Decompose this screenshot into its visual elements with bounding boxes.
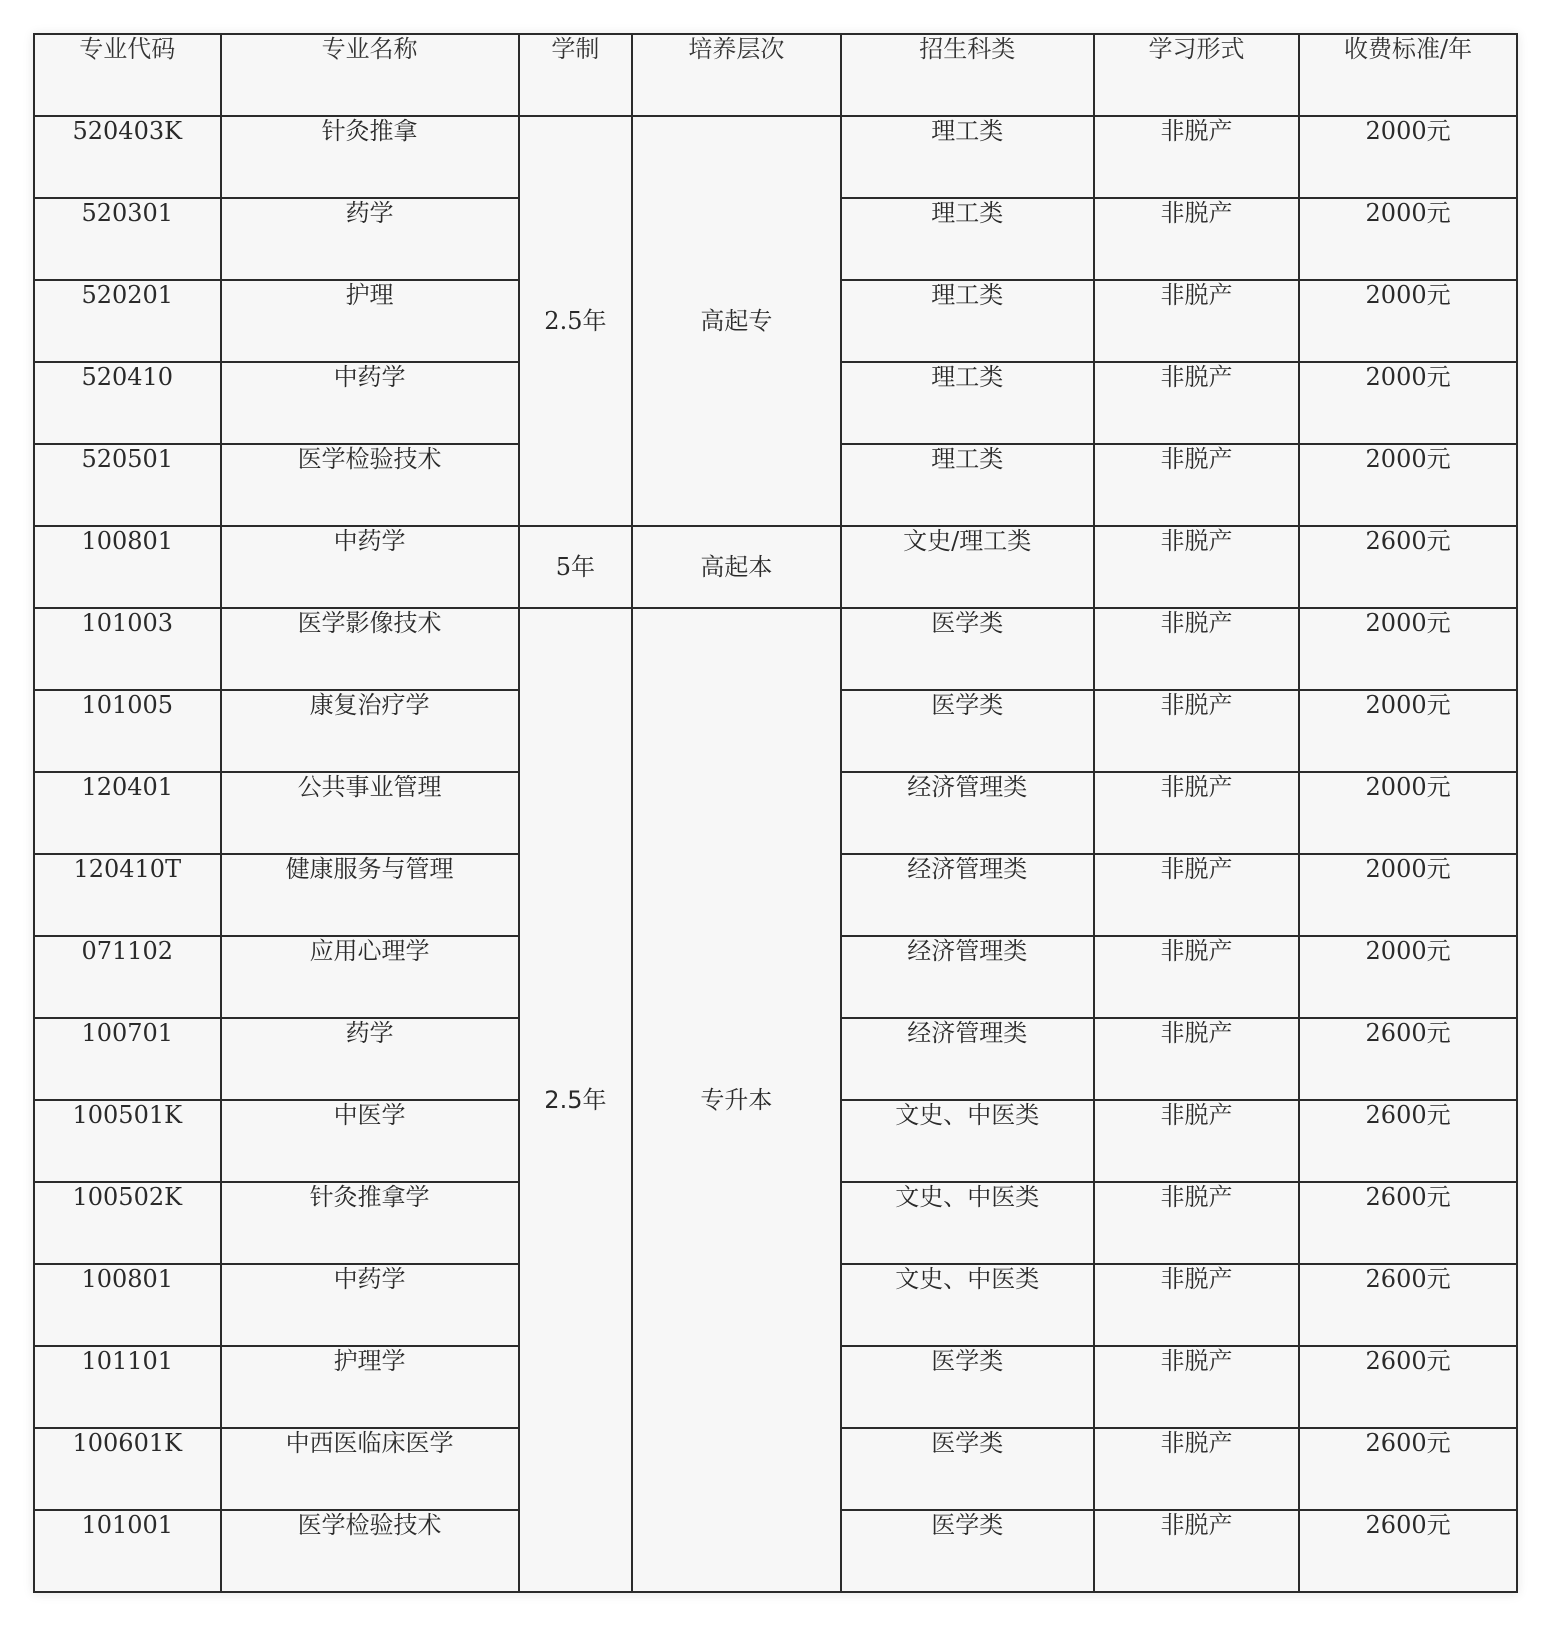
cell-name: 公共事业管理 [221,772,519,854]
cell-category: 经济管理类 [841,1018,1094,1100]
cell-code: 100502K [34,1182,221,1264]
cell-level: 高起专 [632,116,840,526]
header-fee: 收费标准/年 [1299,34,1517,116]
cell-name: 药学 [221,1018,519,1100]
cell-code: 101101 [34,1346,221,1428]
cell-mode: 非脱产 [1094,690,1299,772]
cell-code: 520410 [34,362,221,444]
cell-code: 100601K [34,1428,221,1510]
cell-name: 护理 [221,280,519,362]
cell-mode: 非脱产 [1094,1100,1299,1182]
cell-mode: 非脱产 [1094,854,1299,936]
cell-category: 医学类 [841,1346,1094,1428]
cell-name: 中医学 [221,1100,519,1182]
cell-category: 文史、中医类 [841,1182,1094,1264]
cell-category: 理工类 [841,280,1094,362]
cell-code: 101003 [34,608,221,690]
cell-category: 文史、中医类 [841,1264,1094,1346]
majors-table [33,33,1518,1593]
cell-category: 理工类 [841,116,1094,198]
cell-code: 101001 [34,1510,221,1592]
cell-category: 医学类 [841,1428,1094,1510]
cell-name: 药学 [221,198,519,280]
cell-mode: 非脱产 [1094,1182,1299,1264]
cell-fee: 2000元 [1299,116,1517,198]
table-card [33,33,1518,1593]
cell-category: 理工类 [841,444,1094,526]
cell-name: 健康服务与管理 [221,854,519,936]
cell-duration: 2.5年 [519,608,633,1592]
table-row [34,116,1517,198]
cell-name: 中药学 [221,526,519,608]
header-mode: 学习形式 [1094,34,1299,116]
cell-fee: 2600元 [1299,1018,1517,1100]
cell-mode: 非脱产 [1094,1510,1299,1592]
cell-fee: 2600元 [1299,1510,1517,1592]
cell-fee: 2000元 [1299,280,1517,362]
cell-fee: 2600元 [1299,1182,1517,1264]
cell-fee: 2600元 [1299,1100,1517,1182]
cell-code: 120401 [34,772,221,854]
cell-code: 520501 [34,444,221,526]
cell-duration: 2.5年 [519,116,633,526]
cell-fee: 2000元 [1299,608,1517,690]
cell-mode: 非脱产 [1094,198,1299,280]
header-name: 专业名称 [221,34,519,116]
cell-category: 理工类 [841,362,1094,444]
cell-level: 专升本 [632,608,840,1592]
cell-fee: 2000元 [1299,198,1517,280]
cell-category: 经济管理类 [841,936,1094,1018]
cell-code: 071102 [34,936,221,1018]
cell-mode: 非脱产 [1094,1346,1299,1428]
cell-code: 100501K [34,1100,221,1182]
cell-fee: 2600元 [1299,526,1517,608]
cell-category: 理工类 [841,198,1094,280]
cell-mode: 非脱产 [1094,1018,1299,1100]
cell-fee: 2600元 [1299,1428,1517,1510]
cell-category: 经济管理类 [841,772,1094,854]
header-row [34,34,1517,116]
cell-mode: 非脱产 [1094,608,1299,690]
cell-code: 520201 [34,280,221,362]
cell-duration: 5年 [519,526,633,608]
cell-fee: 2000元 [1299,936,1517,1018]
cell-category: 文史/理工类 [841,526,1094,608]
cell-mode: 非脱产 [1094,1428,1299,1510]
cell-code: 101005 [34,690,221,772]
cell-name: 应用心理学 [221,936,519,1018]
cell-name: 中药学 [221,1264,519,1346]
cell-fee: 2000元 [1299,690,1517,772]
cell-code: 100801 [34,526,221,608]
table-body [34,116,1517,1592]
cell-code: 100701 [34,1018,221,1100]
cell-mode: 非脱产 [1094,936,1299,1018]
cell-level: 高起本 [632,526,840,608]
cell-mode: 非脱产 [1094,116,1299,198]
cell-name: 中西医临床医学 [221,1428,519,1510]
cell-code: 100801 [34,1264,221,1346]
cell-mode: 非脱产 [1094,362,1299,444]
cell-name: 中药学 [221,362,519,444]
cell-category: 医学类 [841,608,1094,690]
cell-name: 针灸推拿学 [221,1182,519,1264]
cell-category: 医学类 [841,1510,1094,1592]
cell-code: 520403K [34,116,221,198]
cell-fee: 2000元 [1299,362,1517,444]
cell-name: 医学检验技术 [221,444,519,526]
cell-name: 医学检验技术 [221,1510,519,1592]
cell-name: 针灸推拿 [221,116,519,198]
cell-fee: 2600元 [1299,1346,1517,1428]
cell-mode: 非脱产 [1094,526,1299,608]
header-duration: 学制 [519,34,633,116]
cell-category: 经济管理类 [841,854,1094,936]
cell-mode: 非脱产 [1094,444,1299,526]
cell-fee: 2000元 [1299,772,1517,854]
cell-mode: 非脱产 [1094,772,1299,854]
cell-fee: 2000元 [1299,444,1517,526]
cell-name: 护理学 [221,1346,519,1428]
header-level: 培养层次 [632,34,840,116]
header-category: 招生科类 [841,34,1094,116]
cell-fee: 2000元 [1299,854,1517,936]
cell-name: 康复治疗学 [221,690,519,772]
cell-category: 文史、中医类 [841,1100,1094,1182]
cell-mode: 非脱产 [1094,280,1299,362]
table-row [34,608,1517,690]
cell-code: 120410T [34,854,221,936]
cell-name: 医学影像技术 [221,608,519,690]
cell-fee: 2600元 [1299,1264,1517,1346]
cell-mode: 非脱产 [1094,1264,1299,1346]
cell-code: 520301 [34,198,221,280]
header-code: 专业代码 [34,34,221,116]
table-row [34,526,1517,608]
cell-category: 医学类 [841,690,1094,772]
